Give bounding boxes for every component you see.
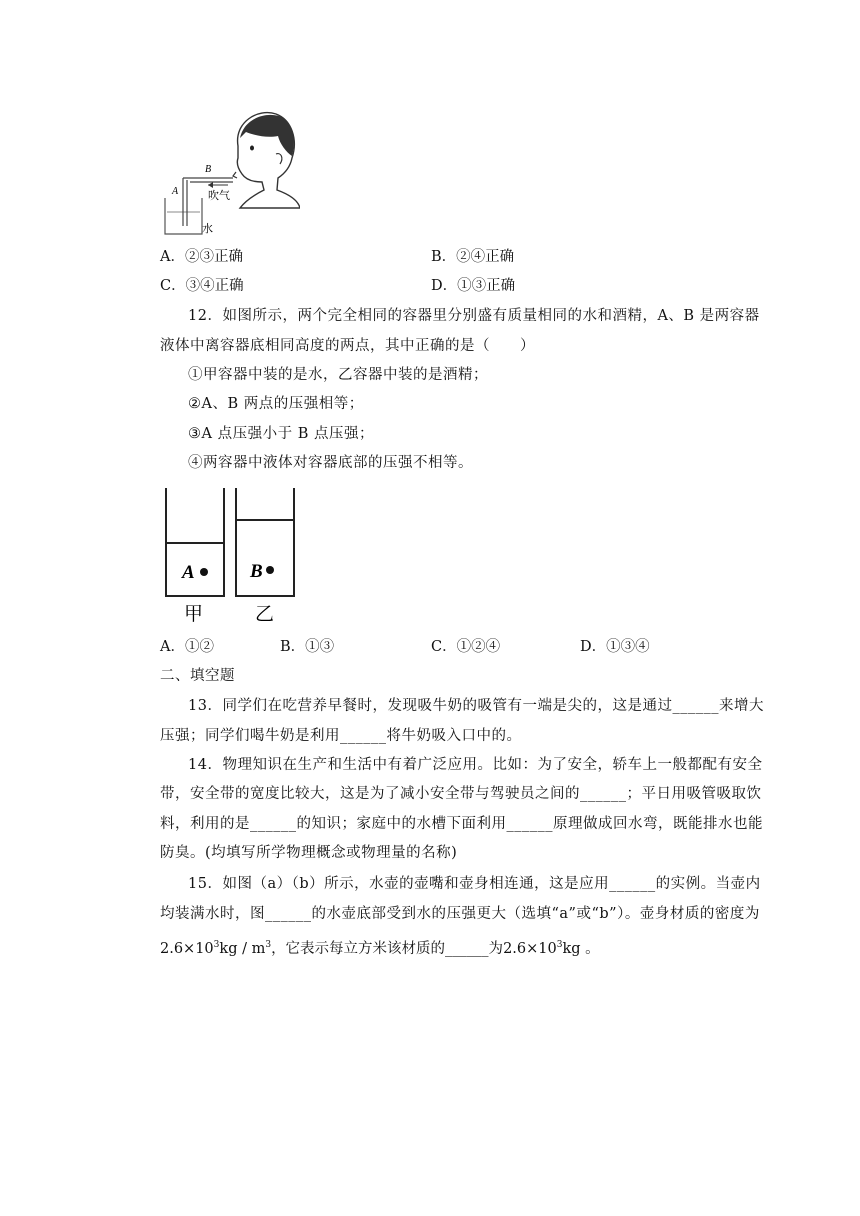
q15-line3-text: ，它表示每立方米该材质的______为 — [271, 940, 504, 957]
mass-exponent: 3 — [556, 940, 563, 950]
density-value: 2.6×10 — [160, 940, 214, 957]
q13-line1: 13．同学们在吃营养早餐时，发现吸牛奶的吸管有一端是尖的，这是通过______来增大 — [188, 698, 764, 714]
q11-option-b: B．②④正确 — [431, 249, 515, 265]
point-a-dot — [200, 568, 208, 576]
density-unit: kg / m — [219, 940, 266, 957]
q11-option-c: C．③④正确 — [160, 278, 244, 294]
q14-line4: 防臭。(均填写所学物理概念或物理量的名称) — [160, 845, 458, 861]
q11-option-a: A．②③正确 — [160, 249, 243, 265]
q15-line2: 均装满水时，图______的水壶底部受到水的压强更大（选填“a”或“b”）。壶身材质的密度为 — [160, 906, 760, 922]
label-blow: 吹气 — [208, 189, 230, 202]
label-water: 水 — [202, 222, 213, 235]
q12-option-c: C．①②④ — [431, 639, 501, 655]
label-yi: 乙 — [255, 603, 275, 625]
two-containers-figure — [160, 486, 300, 626]
q13-line2: 压强；同学们喝牛奶是利用______将牛奶吸入口中的。 — [160, 728, 522, 744]
q12-statement-3: ③A 点压强小于 B 点压强； — [188, 426, 374, 442]
q11-option-d: D．①③正确 — [431, 278, 516, 294]
label-jia: 甲 — [184, 603, 204, 625]
label-a: A — [172, 186, 179, 197]
q12-statement-2: ②A、B 两点的压强相等； — [188, 396, 364, 412]
q14-line3: 料，利用的是______的知识；家庭中的水槽下面利用______原理做成回水弯，既能排水也能 — [160, 816, 763, 832]
section-heading: 二、填空题 — [160, 668, 235, 684]
label-b: B — [205, 164, 212, 175]
point-b-dot — [266, 566, 274, 574]
mass-unit: kg 。 — [562, 940, 600, 957]
q14-line2: 带，安全带的宽度比较大，这是为了减小安全带与驾驶员之间的______；平日用吸管吸取饮 — [160, 786, 762, 802]
mass-value: 2.6×10 — [503, 940, 557, 957]
label-point-a: A — [182, 562, 195, 583]
blowing-straw-figure — [160, 108, 300, 238]
label-point-b: B — [250, 561, 263, 582]
q12-stem-line2: 液体中离容器底相同高度的两点，其中正确的是（ ） — [160, 338, 535, 354]
q12-statement-1: ①甲容器中装的是水，乙容器中装的是酒精； — [188, 367, 488, 383]
density-unit-exponent: 3 — [265, 940, 272, 950]
q12-statement-4: ④两容器中液体对容器底部的压强不相等。 — [188, 455, 473, 471]
q15-line1: 15．如图（a）（b）所示，水壶的壶嘴和壶身相连通，这是应用______的实例。当壶内 — [188, 876, 761, 892]
q12-stem-line1: 12．如图所示，两个完全相同的容器里分别盛有质量相同的水和酒精，A、B 是两容器 — [188, 308, 760, 324]
q12-option-d: D．①③④ — [580, 639, 650, 655]
density-exponent: 3 — [213, 940, 220, 950]
q15-line3 — [160, 935, 600, 959]
q12-option-b: B．①③ — [280, 639, 335, 655]
q14-line1: 14．物理知识在生产和生活中有着广泛应用。比如：为了安全，轿车上一般都配有安全 — [188, 757, 763, 773]
q12-option-a: A．①② — [160, 639, 214, 655]
